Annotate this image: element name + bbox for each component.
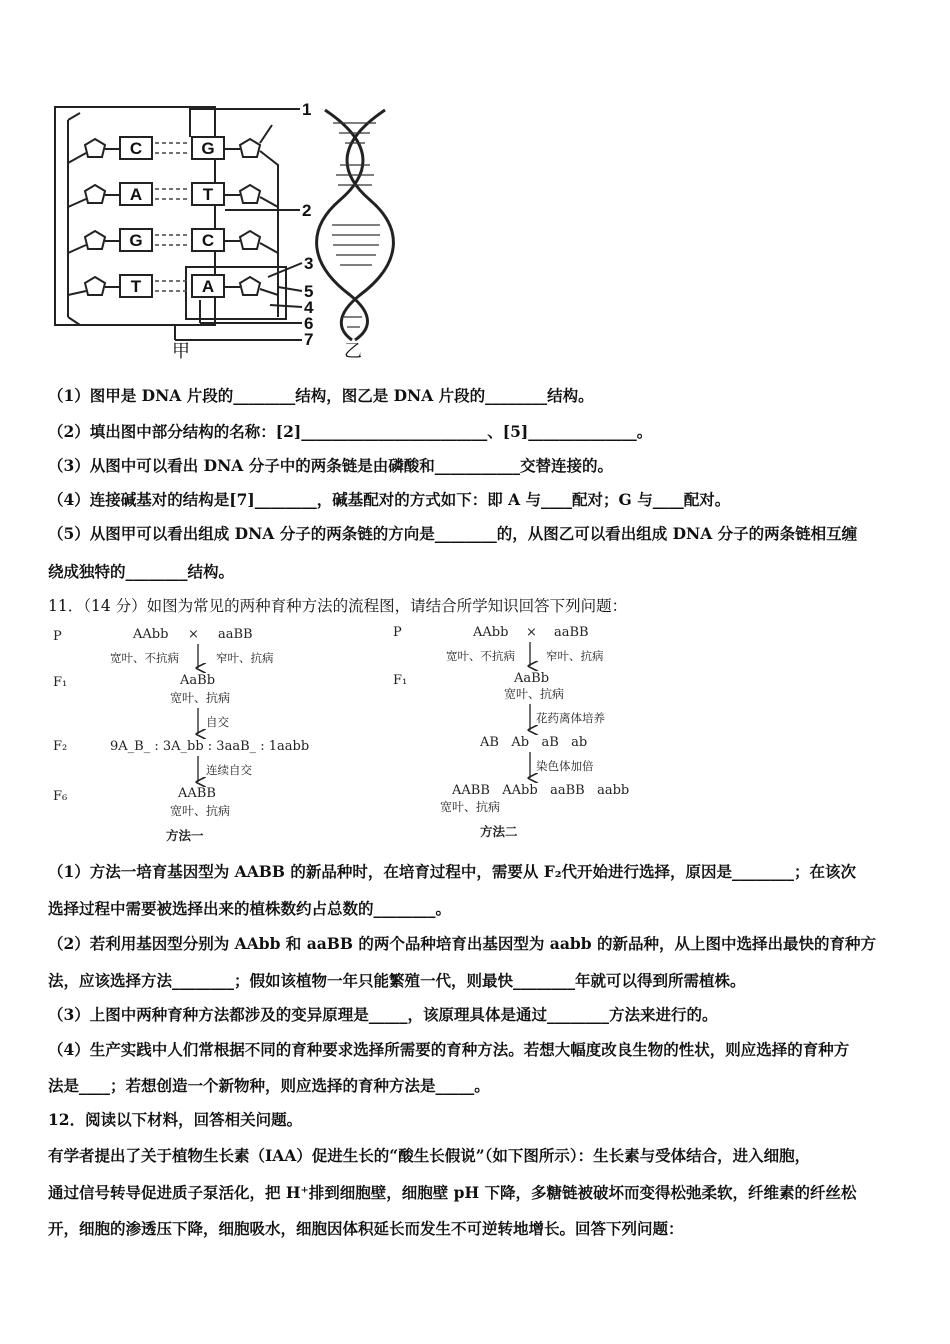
label-1: 1: [302, 100, 312, 119]
base-left-3: G: [129, 231, 143, 250]
m2-caption: 方法二: [480, 824, 518, 839]
breeding-method-2-diagram: [388, 620, 648, 845]
base-left-1: C: [129, 139, 143, 158]
m1-gen-f2: F₂: [53, 739, 68, 754]
sugar-right-1: [240, 139, 260, 157]
dna-structure-figure: [40, 95, 420, 365]
m1-step-1: 自交: [206, 715, 229, 729]
q10-line-5b: 绕成独特的________结构。: [48, 562, 235, 581]
q11-line-1a: （1）方法一培育基因型为 AABB 的新品种时，在培育过程中，需要从 F₂代开始进行选择，原因是________；在该次: [48, 862, 857, 881]
label-3: 3: [304, 254, 314, 273]
q11-line-2b: 法，应该选择方法________；假如该植物一年只能繁殖一代，则最快________年就可以得到所需植株。: [48, 971, 746, 990]
label-7: 7: [304, 330, 314, 349]
m2-gen-p: P: [393, 625, 402, 640]
sugar-left-1: [85, 139, 105, 157]
q12-para-1: 有学者提出了关于植物生长素（IAA）促进生长的“酸生长假说”（如下图所示）：生长素与受体结合，进入细胞，: [48, 1146, 811, 1165]
m1-step-2: 连续自交: [206, 763, 252, 777]
label-yi: 乙: [344, 341, 362, 361]
q12-title: 12．阅读以下材料，回答相关问题。: [48, 1110, 303, 1129]
m2-result-trait: 宽叶、抗病: [440, 800, 501, 814]
q10-line-1: （1）图甲是 DNA 片段的________结构，图乙是 DNA 片段的________结构。: [48, 386, 594, 405]
m2-trait-1: 宽叶、不抗病: [446, 649, 515, 663]
sugar-left-3: [85, 231, 105, 249]
sugar-right-3: [240, 231, 260, 249]
m2-gametes: AB Ab aB ab: [480, 735, 588, 750]
m2-f1-trait: 宽叶、抗病: [504, 687, 565, 701]
m1-f6-trait: 宽叶、抗病: [170, 804, 231, 818]
label-4: 4: [304, 298, 314, 317]
q11-line-1b: 选择过程中需要被选择出来的植株数约占总数的________。: [48, 899, 452, 918]
m1-f1-trait: 宽叶、抗病: [170, 691, 231, 705]
m2-cross-1: AAbb: [473, 625, 509, 640]
q10-line-4: （4）连接碱基对的结构是[7]________，碱基配对的方式如下：即 A 与____配对；G 与____配对。: [48, 490, 731, 509]
q10-line-5a: （5）从图甲可以看出组成 DNA 分子的两条链的方向是________的，从图乙可以看出组成 DNA 分子的两条链相互缠: [48, 524, 858, 543]
breeding-method-1-diagram: [48, 622, 368, 847]
q11-line-2a: （2）若利用基因型分别为 AAbb 和 aaBB 的两个品种培育出基因型为 aabb 的新品种，从上图中选择出最快的育种方: [48, 934, 876, 953]
m1-trait-1: 宽叶、不抗病: [110, 651, 179, 665]
q11-title: 11．（14 分）如图为常见的两种育种方法的流程图，请结合所学知识回答下列问题：: [48, 597, 628, 615]
m2-cross-x: ×: [526, 625, 537, 640]
m2-result: AABB AAbb aaBB aabb: [452, 783, 630, 798]
m1-trait-2: 窄叶、抗病: [216, 651, 274, 665]
m1-gen-f1: F₁: [53, 675, 68, 690]
base-left-4: T: [130, 277, 142, 296]
q10-line-3: （3）从图中可以看出 DNA 分子中的两条链是由磷酸和___________交替连接的。: [48, 456, 613, 475]
sugar-left-4: [85, 277, 105, 295]
q11-line-4a: （4）生产实践中人们常根据不同的育种要求选择所需要的育种方法。若想大幅度改良生物的性状，则应选择的育种方: [48, 1040, 850, 1059]
base-right-1: G: [201, 139, 215, 158]
m1-gen-p: P: [53, 629, 62, 644]
m2-f1: AaBb: [514, 671, 550, 686]
base-right-4: A: [201, 277, 215, 296]
m1-f6: AABB: [178, 786, 216, 801]
m1-cross-1: AAbb: [133, 627, 169, 642]
m2-gen-f1: F₁: [393, 673, 408, 688]
q11-line-4b: 法是____；若想创造一个新物种，则应选择的育种方法是_____。: [48, 1076, 490, 1095]
q12-para-2: 通过信号转导促进质子泵活化，把 H⁺排到细胞壁，细胞壁 pH 下降，多糖链被破坏而变得松弛柔软，纤维素的纤丝松: [48, 1183, 857, 1202]
m2-cross-2: aaBB: [554, 625, 589, 640]
m1-gen-f6: F₆: [53, 789, 68, 804]
m1-f2: 9A_B_ : 3A_bb : 3aaB_ : 1aabb: [110, 739, 310, 754]
m2-step-2: 染色体加倍: [536, 759, 594, 773]
m1-f1: AaBb: [180, 673, 216, 688]
base-right-2: T: [202, 185, 214, 204]
q11-line-3: （3）上图中两种育种方法都涉及的变异原理是_____，该原理具体是通过________方法来进行的。: [48, 1005, 718, 1024]
q10-line-2: （2）填出图中部分结构的名称：[2]________________________、[5]______________。: [48, 422, 653, 441]
label-2: 2: [302, 201, 312, 220]
m1-cross-2: aaBB: [218, 627, 253, 642]
m1-caption: 方法一: [166, 828, 204, 843]
m2-trait-2: 窄叶、抗病: [546, 649, 604, 663]
base-left-2: A: [129, 185, 143, 204]
sugar-right-4: [240, 277, 260, 295]
m1-cross-x: ×: [188, 627, 199, 642]
m2-step-1: 花药离体培养: [536, 711, 605, 725]
label-6: 6: [304, 314, 314, 333]
q12-para-3: 开，细胞的渗透压下降，细胞吸水，细胞因体积延长而发生不可逆转地增长。回答下列问题：: [48, 1219, 684, 1238]
label-jia: 甲: [172, 341, 190, 361]
base-right-3: C: [201, 231, 215, 250]
label-5: 5: [304, 282, 314, 301]
sugar-left-2: [85, 185, 105, 203]
sugar-right-2: [240, 185, 260, 203]
